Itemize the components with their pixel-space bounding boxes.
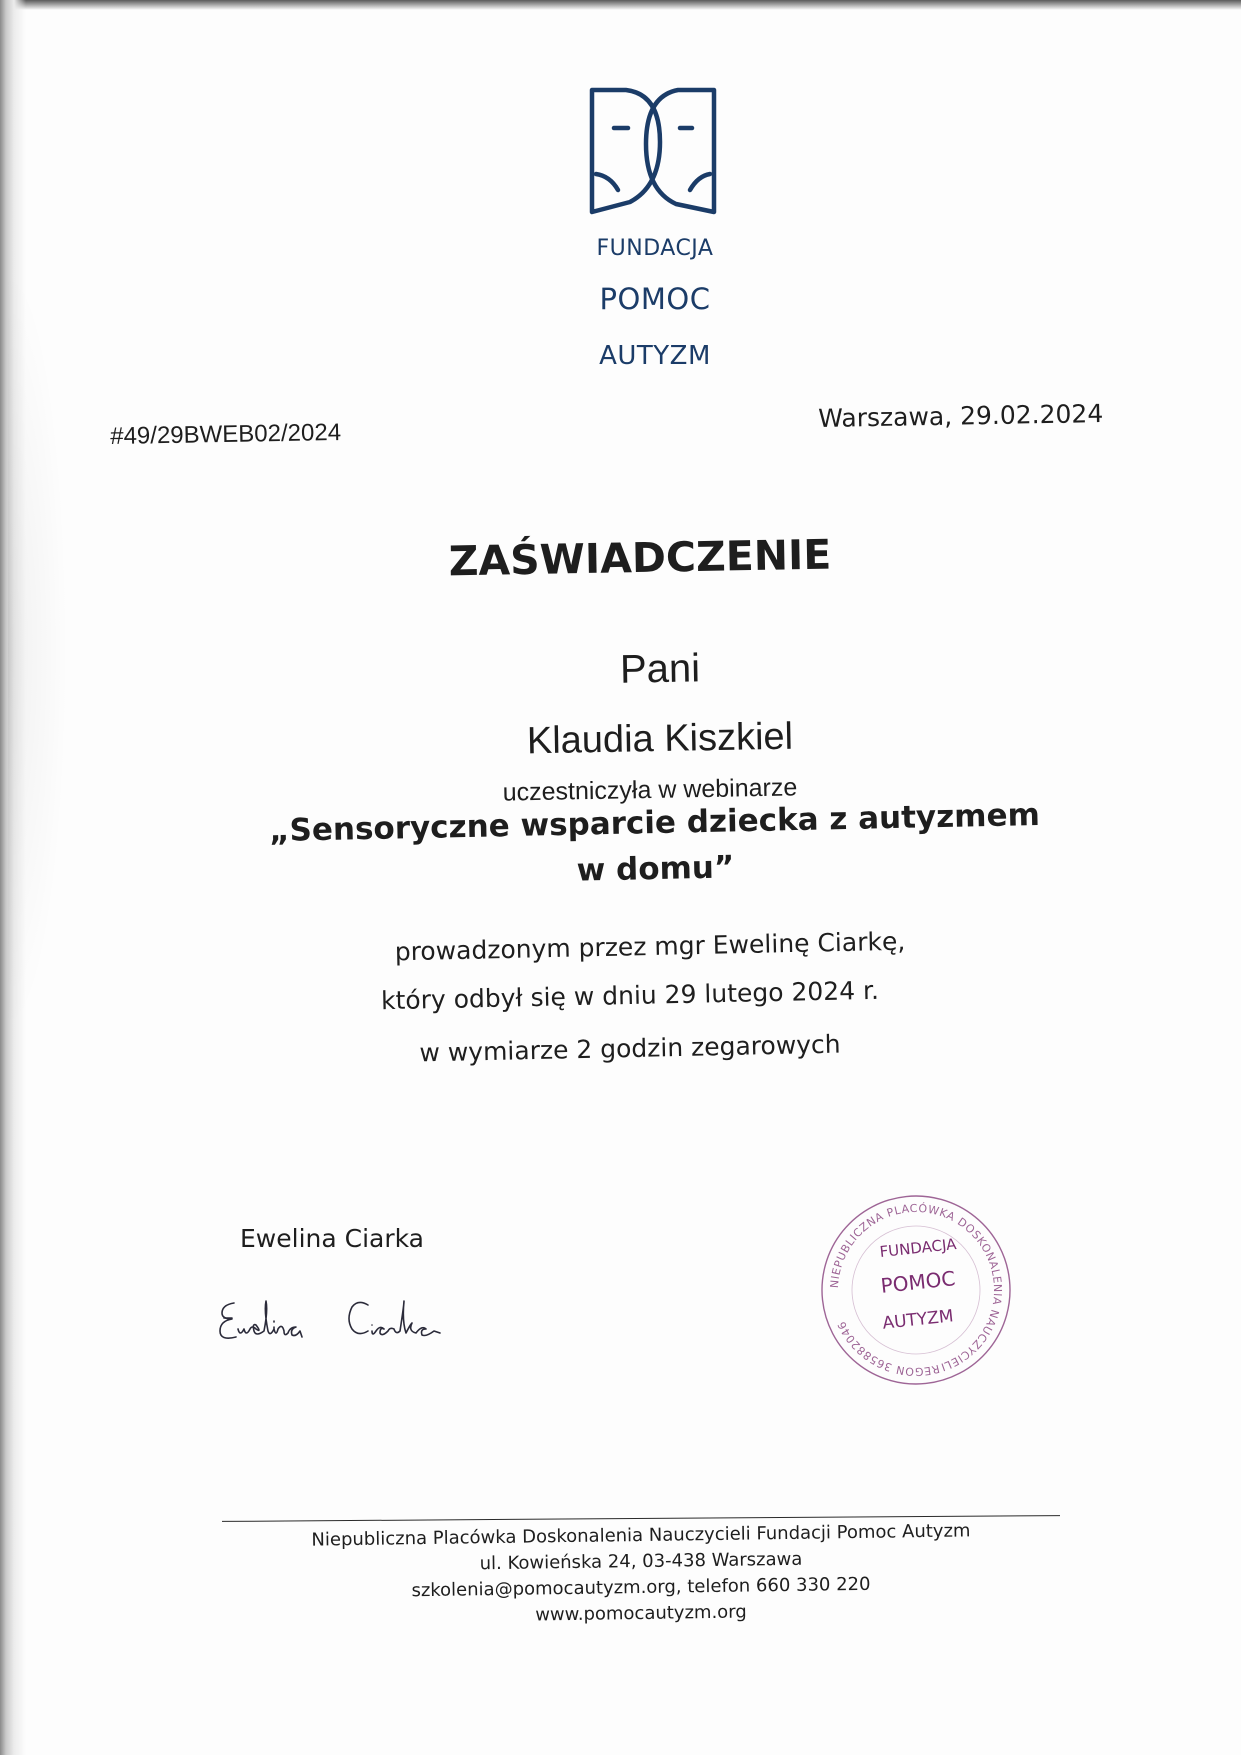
certificate-title: ZAŚWIADCZENIE xyxy=(448,530,832,586)
footer-institution: Niepubliczna Placówka Doskonalenia Nauczycieli Fundacji Pomoc Autyzm xyxy=(311,1520,971,1551)
webinar-title-line2: w domu” xyxy=(576,849,735,889)
webinar-title xyxy=(229,791,1081,901)
reference-number: #49/29BWEB02/2024 xyxy=(110,418,342,450)
webinar-title-line1: „Sensoryczne wsparcie dziecka z autyzmem xyxy=(268,796,1041,850)
led-by-text: prowadzonym przez mgr Ewelinę Ciarkę, xyxy=(394,926,906,967)
foundation-logo-icon xyxy=(588,86,718,216)
footer-contact: szkolenia@pomocautyzm.org, telefon 660 330 220 xyxy=(411,1573,871,1602)
recipient-name: Klaudia Kiszkiel xyxy=(526,715,794,763)
handwritten-signature xyxy=(212,1285,502,1351)
stamp-ring-text: NIEPUBLICZNA PLACÓWKA DOSKONALENIA NAUCZYCIELI xyxy=(827,1201,1005,1374)
held-on-text: który odbył się w dniu 29 lutego 2024 r. xyxy=(380,975,880,1016)
duration-text: w wymiarze 2 godzin zegarowych xyxy=(419,1029,841,1068)
logo-text-line1: FUNDACJA xyxy=(596,236,714,261)
logo-text-line3: AUTYZM xyxy=(599,341,711,371)
stamp-text-line3: AUTYZM xyxy=(881,1306,955,1334)
stamp-text-line2: POMOC xyxy=(879,1266,957,1298)
logo-text-line2: POMOC xyxy=(599,282,711,316)
participation-text: uczestniczyła w webinarze xyxy=(502,773,798,807)
stamp-text-line1: FUNDACJA xyxy=(878,1235,958,1261)
footer-address: ul. Kowieńska 24, 03-438 Warszawa xyxy=(479,1548,803,1575)
footer-website: www.pomocautyzm.org xyxy=(535,1601,747,1626)
place-date: Warszawa, 29.02.2024 xyxy=(818,399,1104,433)
salutation: Pani xyxy=(619,646,701,692)
scan-shadow xyxy=(8,260,68,1040)
signatory-name: Ewelina Ciarka xyxy=(240,1224,424,1253)
stamp-regon-text: REGON 365882046 xyxy=(835,1319,941,1379)
scan-edge-top xyxy=(0,0,1241,10)
